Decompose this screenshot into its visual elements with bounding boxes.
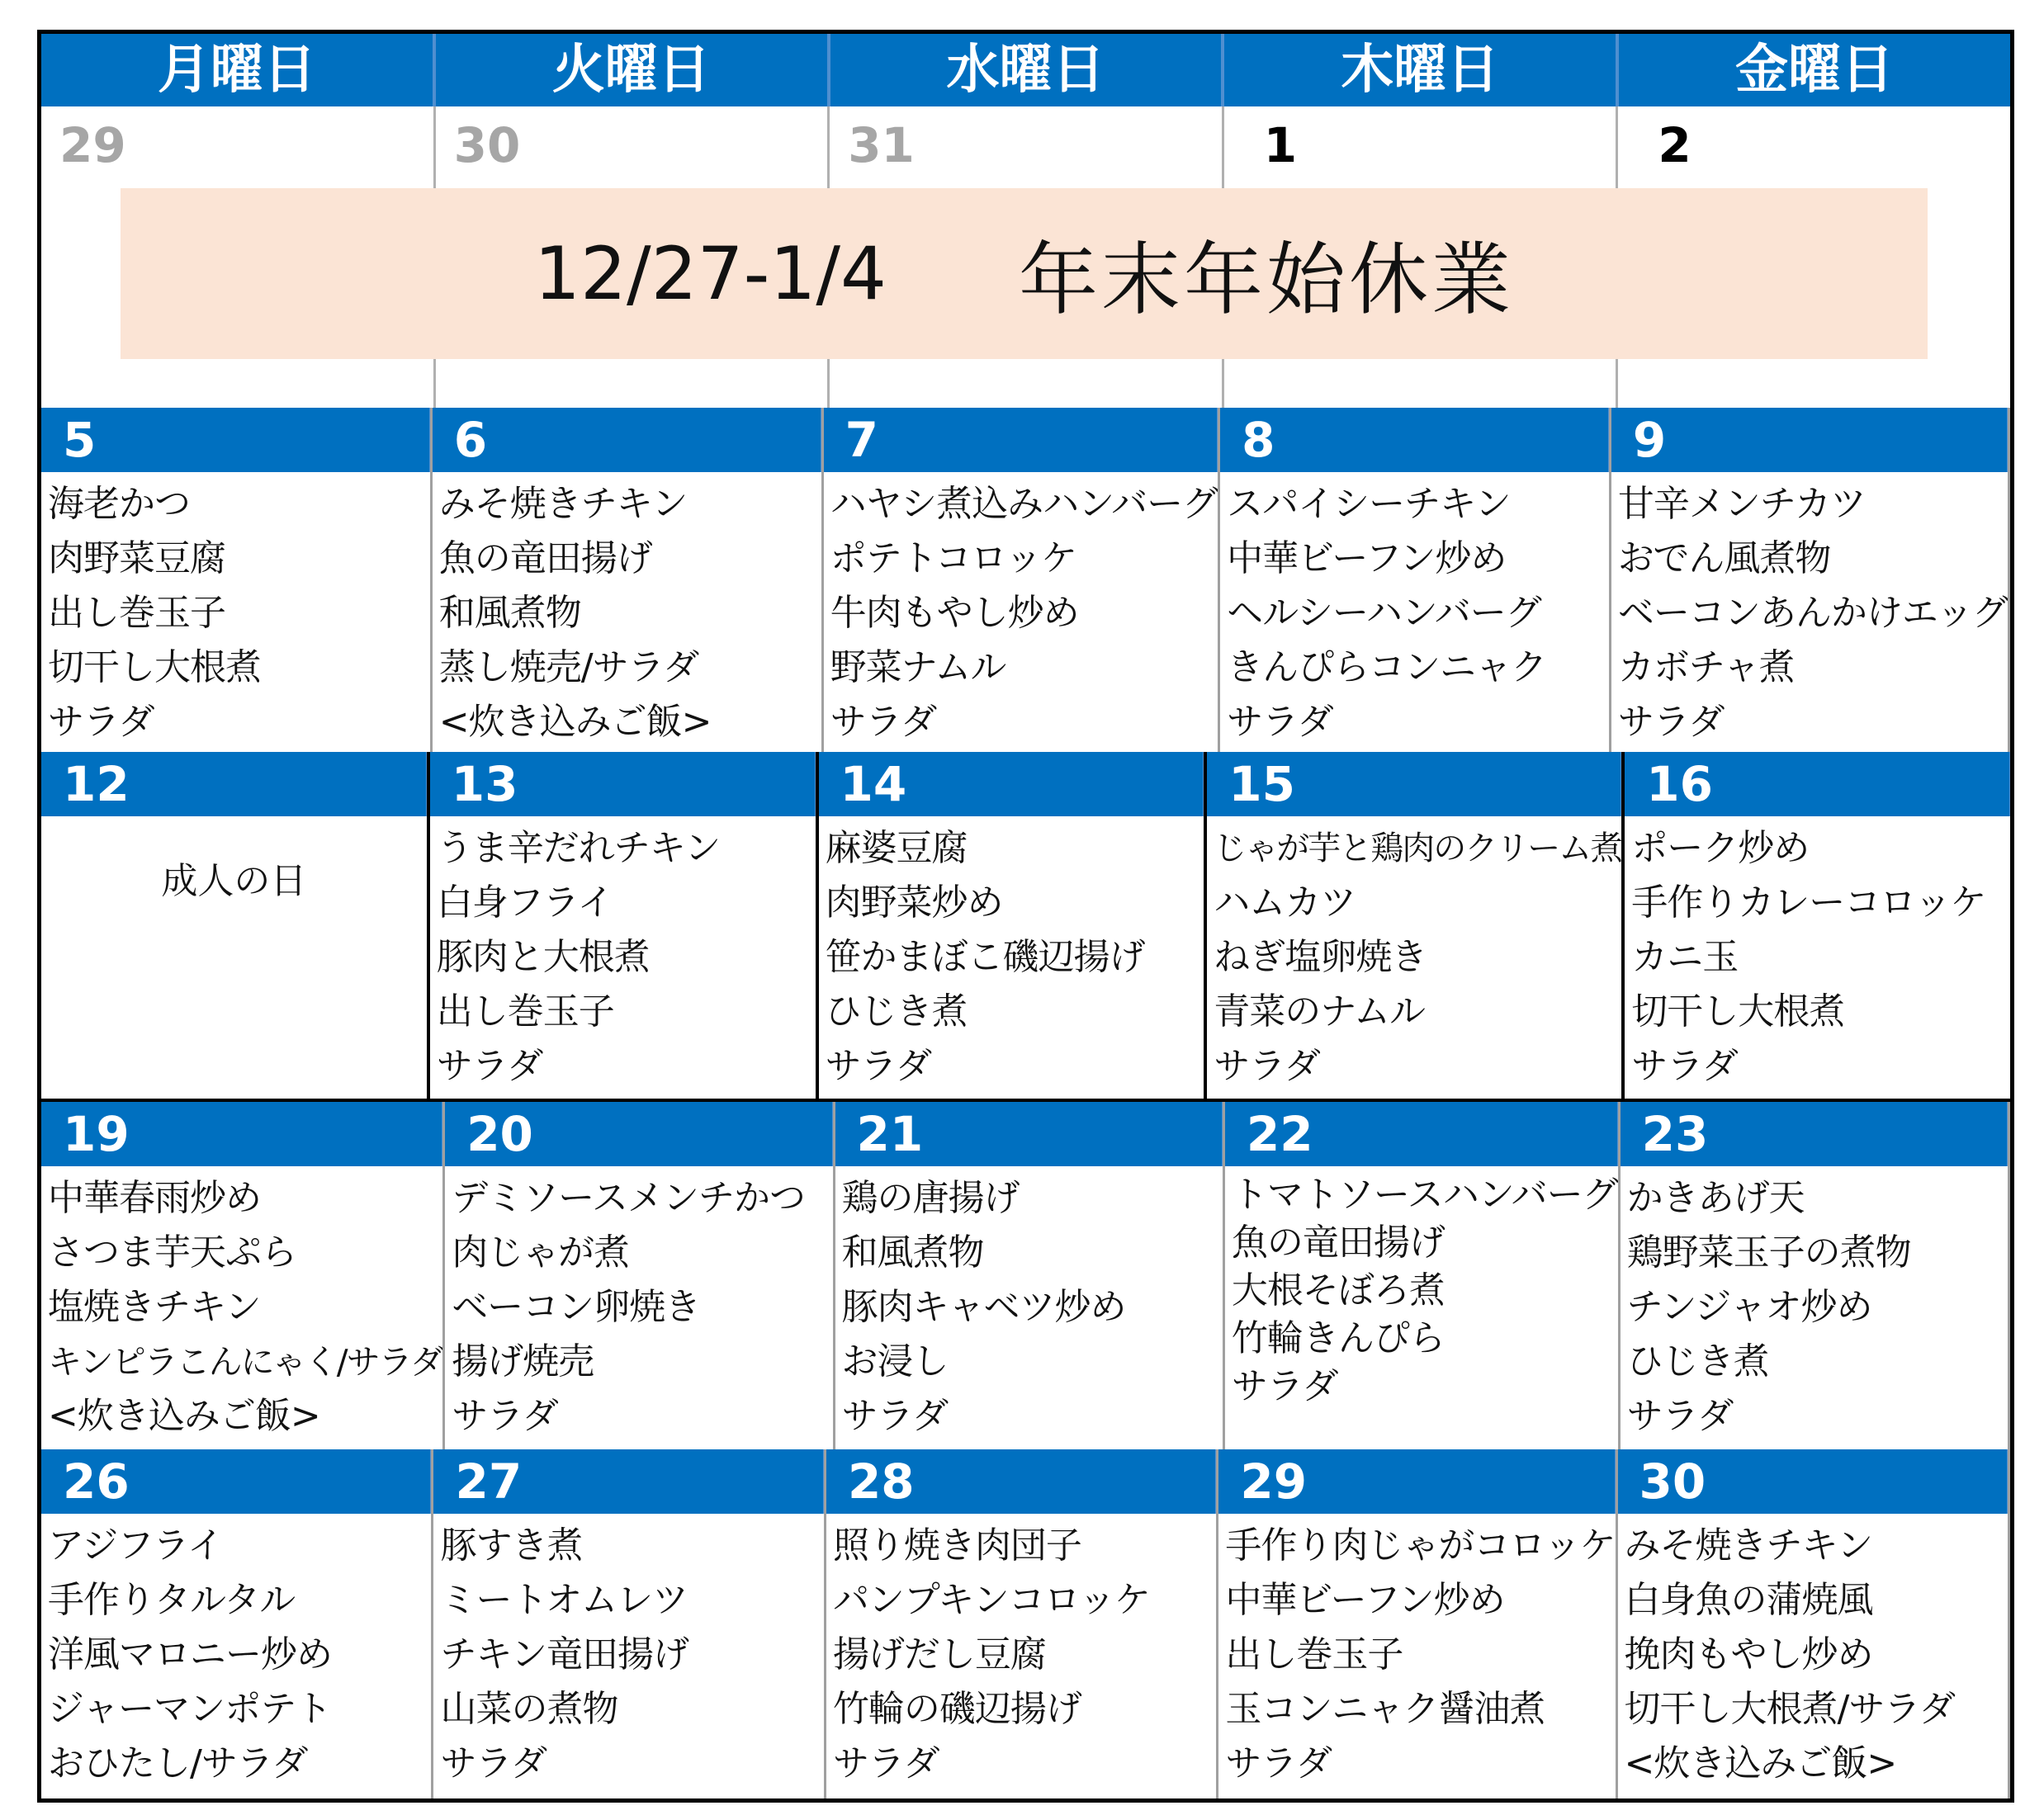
calendar-grid — [37, 30, 2014, 1803]
menu-item: <炊き込みご飯> — [438, 701, 712, 743]
menu-list — [1225, 1166, 1618, 1411]
menu-item: 洋風マロニー炒め — [48, 1633, 332, 1676]
menu-item: カニ玉 — [1631, 936, 1739, 978]
menu-item: 甘辛メンチカツ — [1617, 483, 1866, 525]
menu-item: 和風煮物 — [438, 592, 581, 634]
menu-list — [1621, 1166, 2008, 1444]
week-row — [41, 1099, 2010, 1449]
menu-list — [1625, 816, 2010, 1094]
menu-item: 白身フライ — [436, 882, 613, 924]
menu-item: スパイシーチキン — [1227, 483, 1511, 525]
weekday-header-row — [41, 34, 2010, 106]
holiday-period: 12/27-1/4 — [534, 231, 887, 316]
menu-item: 麻婆豆腐 — [825, 827, 968, 869]
menu-item: 和風煮物 — [841, 1231, 984, 1274]
menu-item: おでん風煮物 — [1617, 537, 1831, 579]
menu-item: サラダ — [841, 1395, 949, 1437]
day-cell — [41, 408, 433, 752]
menu-item: <炊き込みご飯> — [48, 1395, 320, 1437]
menu-list — [835, 1166, 1223, 1444]
day-cell — [433, 408, 824, 752]
date-number: 21 — [835, 1102, 1223, 1166]
menu-list — [41, 472, 430, 749]
date-number: 29 — [59, 117, 126, 173]
menu-list — [819, 816, 1204, 1094]
day-cell — [1218, 1449, 1617, 1798]
menu-item: 大根そぼろ煮 — [1231, 1269, 1445, 1312]
date-number: 7 — [824, 408, 1218, 472]
menu-list — [1218, 1514, 1615, 1791]
menu-item: 肉野菜豆腐 — [48, 537, 225, 579]
menu-item: サラダ — [436, 1045, 543, 1087]
menu-item: ひじき煮 — [825, 990, 968, 1033]
menu-item: ねぎ塩卵焼き — [1214, 936, 1427, 978]
date-number: 30 — [453, 117, 521, 173]
date-number: 19 — [41, 1102, 442, 1166]
menu-item: 肉じゃが煮 — [452, 1231, 630, 1274]
public-holiday-label: 成人の日 — [161, 860, 307, 902]
menu-item: サラダ — [832, 1742, 939, 1784]
menu-item: サラダ — [830, 701, 937, 743]
menu-item: 塩焼きチキン — [48, 1286, 261, 1328]
menu-item: チキン竜田揚げ — [440, 1633, 689, 1676]
menu-item: ポーク炒め — [1631, 827, 1810, 869]
day-cell — [445, 1102, 835, 1449]
menu-item: サラダ — [825, 1045, 932, 1087]
menu-item: チンジャオ炒め — [1626, 1286, 1872, 1328]
day-cell — [1621, 1102, 2010, 1449]
date-number: 28 — [826, 1449, 1216, 1514]
day-cell — [41, 1449, 433, 1798]
date-number: 26 — [41, 1449, 431, 1514]
day-cell — [433, 1449, 826, 1798]
date-number: 2 — [1658, 117, 1692, 173]
day-cell — [1618, 1449, 2010, 1798]
weekday-thursday: 木曜日 — [1224, 34, 1619, 106]
day-cell — [1611, 408, 2010, 752]
date-number: 15 — [1207, 752, 1621, 816]
menu-list — [41, 1166, 442, 1444]
menu-item: 出し巻玉子 — [436, 990, 614, 1033]
menu-item: ひじき煮 — [1626, 1340, 1769, 1383]
menu-item: 切干し大根煮 — [1631, 990, 1845, 1033]
menu-item: 肉野菜炒め — [825, 882, 1003, 924]
menu-item: 魚の竜田揚げ — [438, 537, 652, 579]
menu-item: サラダ — [1214, 1045, 1320, 1087]
menu-item: <炊き込みご飯> — [1624, 1742, 1897, 1784]
holiday-label: 年末年始休業 — [1018, 234, 1514, 326]
date-number: 16 — [1625, 752, 2010, 816]
menu-item: 牛肉もやし炒め — [830, 592, 1079, 634]
day-cell — [430, 752, 819, 1099]
day-cell — [1220, 408, 1611, 752]
menu-item: サラダ — [1227, 701, 1333, 743]
date-number: 9 — [1611, 408, 2008, 472]
menu-item: サラダ — [1225, 1742, 1332, 1784]
menu-item: 玉コンニャク醤油煮 — [1225, 1688, 1545, 1730]
day-cell — [1207, 752, 1625, 1099]
date-number: 23 — [1621, 1102, 2008, 1166]
menu-item: みそ焼きチキン — [438, 483, 688, 525]
menu-item: サラダ — [1626, 1395, 1734, 1437]
menu-item: 竹輪きんぴら — [1231, 1317, 1445, 1359]
menu-list — [1220, 472, 1609, 749]
menu-item: 青菜のナムル — [1214, 990, 1426, 1033]
menu-item: 白身魚の蒲焼風 — [1624, 1579, 1873, 1621]
menu-item: キンピラこんにゃく/サラダ — [48, 1342, 443, 1382]
menu-item: 魚の竜田揚げ — [1231, 1222, 1445, 1264]
day-cell — [826, 1449, 1218, 1798]
weekday-tuesday: 火曜日 — [436, 34, 830, 106]
date-number: 31 — [848, 117, 915, 173]
date-number: 22 — [1225, 1102, 1618, 1166]
date-number: 6 — [433, 408, 821, 472]
menu-item: サラダ — [1631, 1045, 1738, 1087]
menu-item: ミートオムレツ — [440, 1579, 688, 1621]
menu-list — [430, 816, 816, 1094]
date-number: 30 — [1618, 1449, 2008, 1514]
menu-item: 豚すき煮 — [440, 1524, 583, 1567]
menu-list — [41, 1514, 431, 1791]
date-number: 8 — [1220, 408, 1609, 472]
menu-item: ポテトコロッケ — [830, 537, 1076, 579]
menu-item: アジフライ — [48, 1524, 223, 1567]
menu-item: 中華ビーフン炒め — [1227, 537, 1507, 579]
menu-item: みそ焼きチキン — [1624, 1524, 1873, 1567]
day-cell — [1225, 1102, 1621, 1449]
day-cell — [41, 752, 430, 1099]
day-cell — [835, 1102, 1225, 1449]
date-number: 12 — [41, 752, 427, 816]
date-number: 13 — [430, 752, 816, 816]
menu-item: パンプキンコロッケ — [832, 1579, 1150, 1621]
menu-item: 豚肉と大根煮 — [436, 936, 650, 978]
menu-item: 竹輪の磯辺揚げ — [832, 1688, 1081, 1730]
menu-list — [433, 1514, 823, 1791]
year-end-holiday-banner — [121, 188, 1928, 359]
menu-item: サラダ — [1231, 1365, 1338, 1407]
date-number: 14 — [819, 752, 1204, 816]
week-row — [41, 1449, 2010, 1798]
menu-item: 中華ビーフン炒め — [1225, 1579, 1505, 1621]
menu-list — [1618, 1514, 2008, 1791]
menu-item: ヘルシーハンバーグ — [1227, 592, 1541, 634]
menu-item: 揚げだし豆腐 — [832, 1633, 1046, 1676]
menu-item: 手作りカレーコロッケ — [1631, 882, 1986, 924]
date-number: 27 — [433, 1449, 823, 1514]
day-cell — [41, 1102, 445, 1449]
menu-list — [1611, 472, 2008, 749]
weekday-wednesday: 水曜日 — [830, 34, 1225, 106]
menu-item: 切干し大根煮/サラダ — [1624, 1688, 1955, 1730]
day-cell — [819, 752, 1208, 1099]
menu-item: 野菜ナムル — [830, 646, 1006, 688]
menu-list — [433, 472, 821, 749]
menu-item: ハヤシ煮込みハンバーグ — [830, 483, 1218, 525]
menu-item: デミソースメンチかつ — [452, 1177, 805, 1219]
menu-list — [445, 1166, 832, 1444]
menu-item: ベーコン卵焼き — [452, 1286, 701, 1328]
date-number: 5 — [41, 408, 430, 472]
menu-item: 豚肉キャベツ炒め — [841, 1286, 1126, 1328]
date-number: 20 — [445, 1102, 832, 1166]
day-cell — [1625, 752, 2010, 1099]
menu-item: ジャーマンポテト — [48, 1688, 332, 1730]
menu-list — [824, 472, 1218, 749]
menu-item: 中華春雨炒め — [48, 1177, 261, 1219]
menu-item: トマトソースハンバーグ — [1231, 1174, 1618, 1216]
date-number: 1 — [1263, 117, 1298, 173]
menu-item: サラダ — [452, 1395, 558, 1437]
date-number: 29 — [1218, 1449, 1615, 1514]
menu-item: 山菜の煮物 — [440, 1688, 618, 1730]
menu-item: 手作りタルタル — [48, 1579, 296, 1621]
menu-item: かきあげ天 — [1626, 1177, 1805, 1219]
menu-item: お浸し — [841, 1340, 949, 1383]
menu-item: サラダ — [440, 1742, 547, 1784]
menu-item: サラダ — [48, 701, 154, 743]
menu-item: サラダ — [1617, 701, 1725, 743]
weekday-monday: 月曜日 — [41, 34, 436, 106]
week-row — [41, 752, 2010, 1099]
menu-item: 挽肉もやし炒め — [1624, 1633, 1873, 1676]
menu-item: 照り焼き肉団子 — [832, 1524, 1081, 1567]
menu-item: 笹かまぼこ磯辺揚げ — [825, 936, 1145, 978]
week-row — [41, 408, 2010, 752]
menu-list — [826, 1514, 1216, 1791]
menu-item: ベーコンあんかけエッグ — [1617, 592, 2008, 634]
weekday-friday: 金曜日 — [1735, 40, 1895, 101]
menu-item: うま辛だれチキン — [436, 827, 721, 869]
menu-item: 鶏野菜玉子の煮物 — [1626, 1231, 1911, 1274]
menu-item: カボチャ煮 — [1617, 646, 1795, 688]
menu-item: 揚げ焼売 — [452, 1340, 594, 1383]
menu-item: 手作り肉じゃがコロッケ — [1225, 1524, 1616, 1567]
menu-item: 出し巻玉子 — [1225, 1633, 1403, 1676]
menu-item: 鶏の唐揚げ — [841, 1177, 1020, 1219]
menu-item: 出し巻玉子 — [48, 592, 225, 634]
menu-list — [1207, 816, 1621, 1094]
menu-item: ハムカツ — [1214, 882, 1356, 924]
menu-item: じゃが芋と鶏肉のクリーム煮 — [1214, 830, 1622, 867]
menu-item: さつま芋天ぷら — [48, 1231, 296, 1274]
menu-item: きんぴらコンニャク — [1227, 646, 1547, 688]
menu-item: 蒸し焼売/サラダ — [438, 646, 699, 688]
menu-item: おひたし/サラダ — [48, 1742, 308, 1784]
menu-item: 海老かつ — [48, 483, 190, 525]
menu-item: 切干し大根煮 — [48, 646, 261, 688]
day-cell — [824, 408, 1220, 752]
